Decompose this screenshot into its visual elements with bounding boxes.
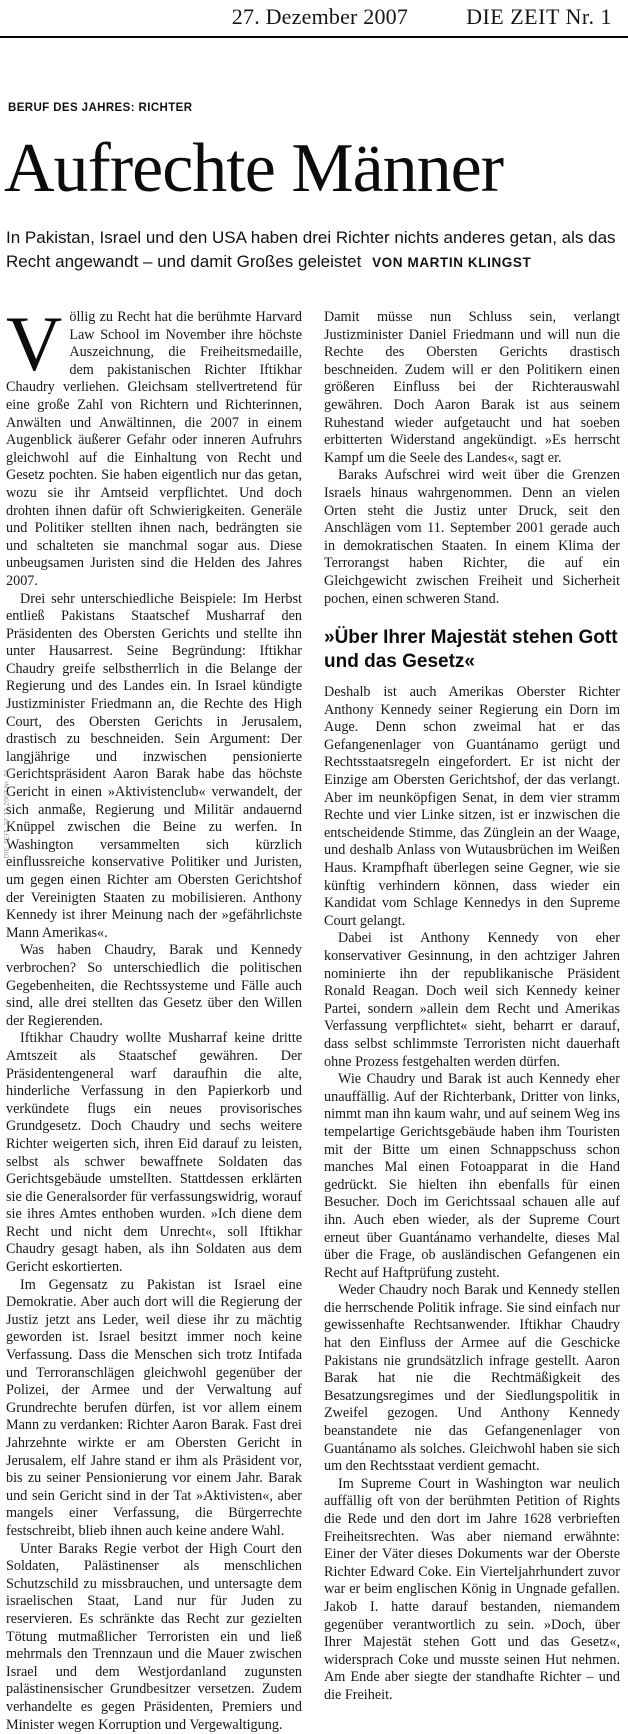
article-column-right	[324, 309, 620, 1734]
article-column-left	[3, 300, 302, 1734]
page-header	[0, 0, 628, 38]
paragraph: Im Supreme Court in Washington war neulich auffällig oft von der berühmten Petition of Rights die Rede und den dort im Jahre 1628 verbrieften Freiheitsrechten. Was aber niemand erwähnte: Einer der Väter dieses Dokuments war der Oberste Richter Edward Coke. Ein Vierteljahrhundert zuvor war er beim englischen König in Ungnade gefallen. Jakob I. hatte darauf bestanden, niemandem gegenüber verantwortlich zu sein. »Doch, über Ihrer Majestät stehen Gott und das Gesetz«, widersprach Coke und musste seinen Hut nehmen. Am Ende aber siegte der standhafte Richter – und die Freiheit.	[324, 1475, 620, 1703]
paragraph: Unter Baraks Regie verbot der High Court den Soldaten, Palästinenser als menschlichen Schutzschild zu missbrauchen, und untersagte dem israelischen Staat, Land nur für Juden zu reservieren. Es schränkte das Recht zur gezielten Tötung mutmaßlicher Terroristen ein und ließ mehrmals den Trennzaun und die Mauer zwischen Israel und dem Westjordanland zugunsten palästinensischer Grundbesitzer versetzen. Zudem verhandelte es gegen Präsidenten, Premiers und Minister wegen Korruption und Vergewaltigung.	[6, 1540, 302, 1733]
masthead: DIE ZEIT Nr. 1	[466, 4, 612, 29]
kicker: BERUF DES JAHRES: RICHTER	[8, 102, 193, 114]
paragraph: Was haben Chaudry, Barak und Kennedy verbrochen? So unterschiedlich die politischen Gegebenheiten, die Rechtssysteme und Fälle auch sind, alle drei stellten das Gesetz über den Willen der Regierenden.	[6, 942, 302, 1029]
paragraph: Im Gegensatz zu Pakistan ist Israel eine Demokratie. Aber auch dort will die Regierung der Justiz jetzt ans Leder, weil diese ihr zu mächtig geworden ist. Israel besitzt immer noch keine Verfassung. Dass die Menschen sich trotz Intifada und Terroranschlägen gleichwohl gegenüber der Polizei, der Armee und der Verwaltung auf Grundrechte berufen dürfen, ist vor allem einem Mann zu verdanken: Richter Aaron Barak. Fast drei Jahrzehnte wirkte er am Obersten Gericht in Jerusalem, elf Jahre stand er ihm als Präsident vor, bis zu seiner Pensionierung vor einem Jahr. Barak und sein Gericht sind in der Tat »Aktivisten«, aber mangels einer Verfassung, die Bürgerrechte festschreibt, blieb ihnen auch keine andere Wahl.	[6, 1276, 302, 1539]
paragraph-text: öllig zu Recht hat die berühmte Harvard Law School im November ihre höchste Auszeichnung, die Freiheitsmedaille, dem pakistanischen Richter Iftikhar Chaudry verliehen. Gleichsam stellvertretend für eine große Zahl von Richtern und Richterinnen, Anwälten und Anwältinnen, die 2007 in einem Augenblick äußerer Gefahr oder inneren Aufruhrs gleichwohl auf die Einhaltung von Recht und Gesetz pochten. Sie haben eigentlich nur das getan, wozu sie ihr Amtseid verpflichtet. Und doch drohten ihnen dafür oft Schwierigkeiten. Generäle und Politiker stellten ihnen nach, bedrängten sie und schalteten sie manchmal sogar aus. Diese unbeugsamen Juristen sind die Helden des Jahres 2007.	[6, 309, 302, 589]
paragraph: Deshalb ist auch Amerikas Oberster Richter Anthony Kennedy seiner Regierung ein Dorn im Auge. Denn schon zweimal hat er das Gefangenenlager von Guantánamo gerügt und Rechtsstaatsregeln eingefordert. Er ist nicht der Einzige am Obersten Gerichtshof, der das verlangt. Aber im neunköpfigen Senat, in dem vier stramm Rechte und vier Linke sitzen, ist er inzwischen die entscheidende Stimme, das Zünglein an der Waage, und deshalb Anlass von Wutausbrüchen im Weißen Haus. Krampfhaft überlegen seine Gegner, wie sie künftig verhindern können, dass wieder ein Kandidat vom Schlage Kennedys in den Supreme Court gelangt.	[324, 684, 620, 929]
paragraph: Damit müsse nun Schluss sein, verlangt Justizminister Daniel Friedmann und will nun die Rechte des Obersten Gerichts drastisch beschneiden. Zudem will er den Politikern einen größeren Einfluss bei der Richterauswahl gewähren. Doch Aaron Barak ist aus seinem Ruhestand wieder aufgetaucht und hat soeben erbitterten Widerstand angekündigt. »Es herrscht Kampf um die Seele des Landes«, sagt er.	[324, 309, 620, 466]
issue-date: 27. Dezember 2007	[231, 4, 409, 29]
paragraph: Iftikhar Chaudry wollte Musharraf keine dritte Amtszeit als Staatschef gewähren. Der Präsidentengeneral warf daraufhin die alte, hinderliche Verfassung in den Papierkorb und verkündete flugs ein neues provisorisches Grundgesetz. Doch Chaudry und sechs weitere Richter weigerten sich, ihren Eid darauf zu leisten, selbst als schwer bewaffnete Soldaten das Gerichtsgebäude umstellten. Stattdessen erklärten sie die Generalsorder für verfassungswidrig, worauf sie ihres Amtes enthoben wurden. »Ich diene dem Recht und nicht dem Unrecht«, soll Iftikhar Chaudry gesagt haben, als ihn Soldaten aus dem Gericht eskortierten.	[6, 1030, 302, 1276]
paragraph: Wie Chaudry und Barak ist auch Kennedy eher unauffällig. Auf der Richterbank, Dritter von links, nimmt man ihn kaum wahr, und auf seinem Weg ins tempelartige Gerichtsgebäude haben ihm Touristen mit der Bitte um einen Schnappschuss schon manches Mal einen Fotoapparat in die Hand gedrückt. Sie hielten ihn ebenfalls für einen Besucher. Doch im Gerichtssaal schauen alle auf ihn. Auch eben wieder, als der Supreme Court erneut über Guantánamo verhandelte, dieses Mal über die Frage, ob ausländischen Gefangenen ein Recht auf Haftprüfung zusteht.	[324, 1071, 620, 1281]
paragraph: Weder Chaudry noch Barak und Kennedy stellen die herrschende Politik infrage. Sie sind einfach nur gewissenhafte Rechtsanwender. Iftikhar Chaudry hat den Einfluss der Armee auf die Geschicke Pakistans nie grundsätzlich infrage gestellt. Aaron Barak hat nie die Rechtmäßigkeit des Besatzungsregimes und der Siedlungspolitik in Zweifel gezogen. Und Anthony Kennedy beanstandete nie das Gefangenenlager von Guantánamo als solches. Gleichwohl haben sie sich um den Rechtsstaat verdient gemacht.	[324, 1282, 620, 1475]
standfirst	[6, 226, 620, 275]
vertical-source-note: DIE ZEIT, 27.12.2007 Nr. 01	[3, 768, 11, 859]
paragraph: Baraks Aufschrei wird weit über die Grenzen Israels hinaus wahrgenommen. Denn an vielen Orten steht die Justiz unter Druck, seit den Anschlägen vom 11. September 2001 gerade auch in demokratischen Staaten. In einem Klima der Terrorangst haben Richter, die auf ein Gleichgewicht zwischen Freiheit und Sicherheit pochen, einen schweren Stand.	[324, 467, 620, 607]
byline: VON MARTIN KLINGST	[372, 255, 532, 270]
headline: Aufrechte Männer	[4, 130, 504, 207]
drop-cap: V	[6, 300, 63, 387]
paragraph	[6, 300, 302, 591]
standfirst-text: In Pakistan, Israel und den USA haben drei Richter nichts anderes getan, als das Recht angewandt – und damit Großes geleistet	[6, 228, 616, 271]
article-body	[3, 300, 622, 1734]
section-subhead: »Über Ihrer Majestät stehen Gott und das Gesetz«	[324, 627, 618, 673]
paragraph: Dabei ist Anthony Kennedy von eher konservativer Gesinnung, in den achtziger Jahren nominierte ihn der republikanische Präsident Ronald Reagan. Doch weil sich Kennedy keiner Partei, sondern »allein dem Recht und Amerikas Verfassung verpflichtet« sieht, beharrt er darauf, dass selbst schlimmste Terroristen nicht dauerhaft ohne Prozess festgehalten werden dürfen.	[324, 930, 620, 1070]
paragraph: Drei sehr unterschiedliche Beispiele: Im Herbst entließ Pakistans Staatschef Musharraf den Präsidenten des Obersten Gerichts und stellte ihn unter Hausarrest. Seine Begründung: Iftikhar Chaudry greife selbstherrlich in die Belange der Regierung und des Landes ein. In Israel kündigte Justizminister Friedmann an, die Rechte des High Court, des Obersten Gerichts in Jerusalem, drastisch zu beschneiden. Sein Argument: Der langjährige und inzwischen pensionierte Gerichtspräsident Aaron Barak habe das höchste Gericht in einen »Aktivistenclub« verwandelt, der sich anmaße, Regierung und Militär andauernd Knüppel zwischen die Beine zu werfen. In Washington versammelten sich kürzlich einflussreiche konservative Politiker und Juristen, um gegen einen Richter am Obersten Gerichtshof der Vereinigten Staaten zu mobilisieren. Anthony Kennedy ist ihrer Meinung nach der »gefährlichste Mann Amerikas«.	[6, 590, 302, 941]
